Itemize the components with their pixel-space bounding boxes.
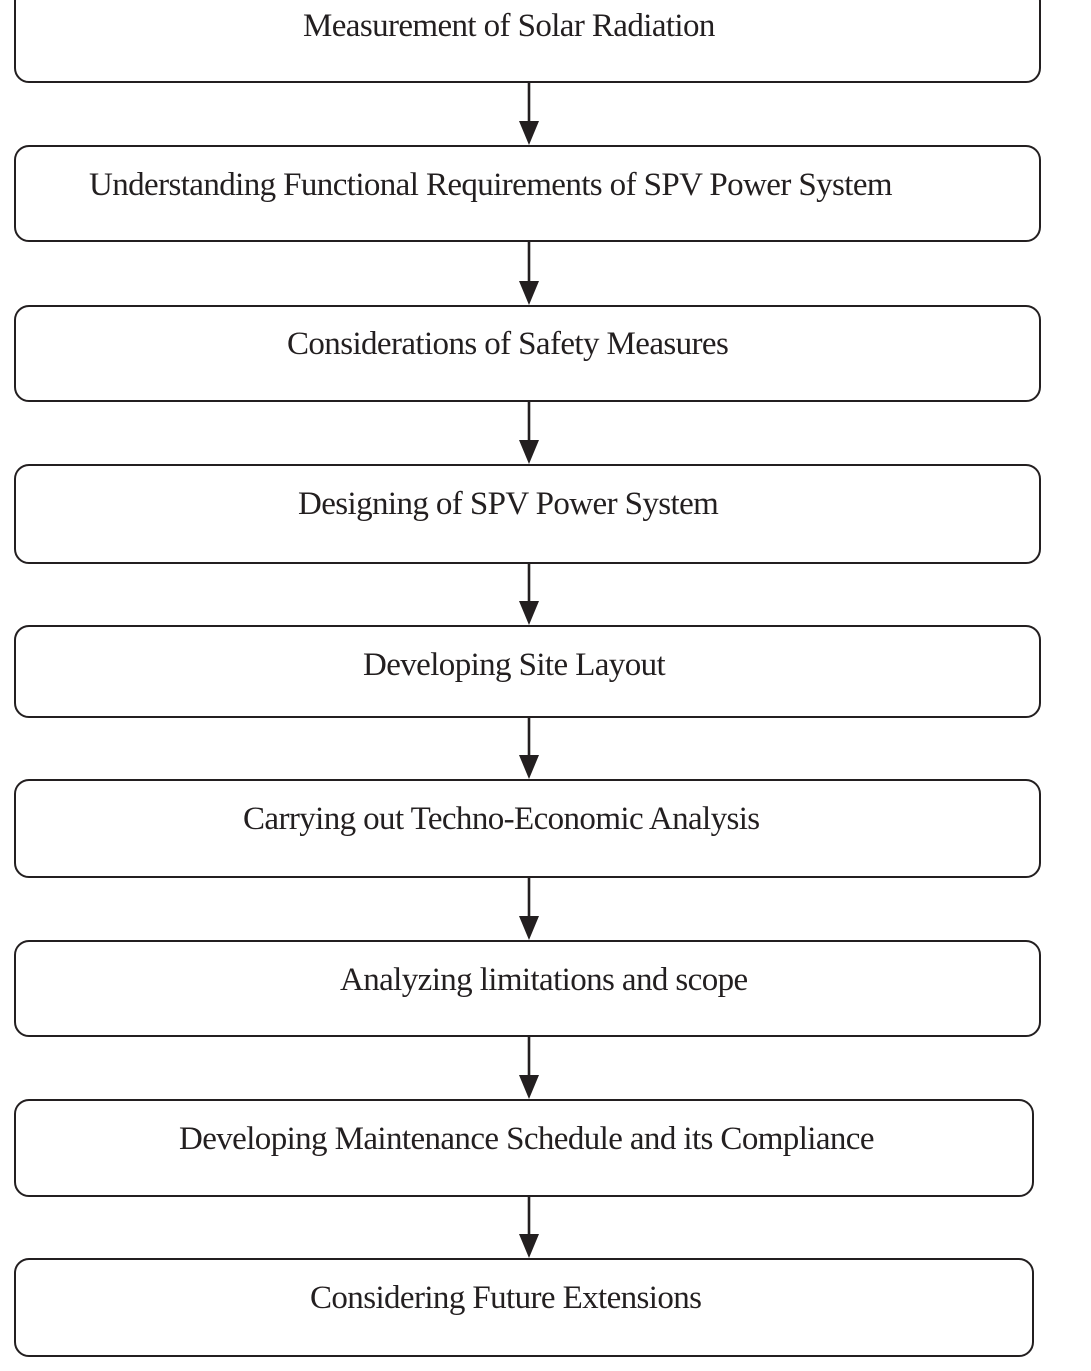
arrow-down-icon <box>518 242 540 305</box>
arrow-down-icon <box>518 83 540 145</box>
arrow-down-icon <box>518 1037 540 1099</box>
arrow-down-icon <box>518 878 540 940</box>
step-label: Measurement of Solar Radiation <box>303 8 715 44</box>
arrow-down-icon <box>518 718 540 779</box>
step-label: Understanding Functional Requirements of SPV Power System <box>89 167 892 203</box>
arrow-down-icon <box>518 402 540 464</box>
step-label: Considerations of Safety Measures <box>287 326 729 362</box>
step-label: Considering Future Extensions <box>310 1280 702 1316</box>
arrow-down-icon <box>518 564 540 625</box>
arrow-down-icon <box>518 1197 540 1258</box>
step-label: Developing Site Layout <box>363 647 666 683</box>
step-label: Analyzing limitations and scope <box>340 962 748 998</box>
step-label: Carrying out Techno-Economic Analysis <box>243 801 760 837</box>
step-label: Designing of SPV Power System <box>298 486 719 522</box>
step-label: Developing Maintenance Schedule and its Compliance <box>179 1121 874 1157</box>
